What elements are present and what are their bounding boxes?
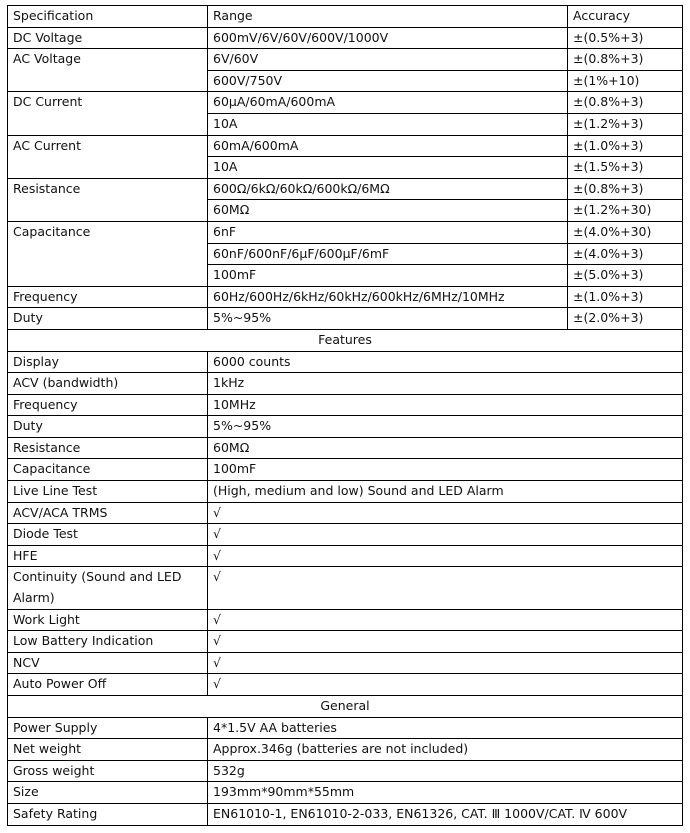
accuracy-cell: ±(1%+10)	[568, 70, 683, 92]
spec-row	[8, 27, 683, 49]
general-row	[8, 739, 683, 761]
spec-row	[8, 221, 683, 243]
spec-table-body	[8, 6, 683, 826]
feature-value-cell: √	[208, 652, 683, 674]
range-cell: 600Ω/6kΩ/60kΩ/600kΩ/6MΩ	[208, 178, 568, 200]
accuracy-cell: ±(0.8%+3)	[568, 178, 683, 200]
general-value-cell: Approx.346g (batteries are not included)	[208, 739, 683, 761]
feature-row	[8, 631, 683, 653]
feature-name-cell: Resistance	[8, 437, 208, 459]
spec-name-cell: AC Voltage	[8, 49, 208, 92]
section-row-general	[8, 696, 683, 718]
header-accuracy: Accuracy	[568, 6, 683, 28]
general-name-cell: Power Supply	[8, 717, 208, 739]
accuracy-cell: ±(1.2%+3)	[568, 113, 683, 135]
feature-row	[8, 394, 683, 416]
accuracy-cell: ±(1.5%+3)	[568, 157, 683, 179]
range-cell: 60MΩ	[208, 200, 568, 222]
general-name-cell: Size	[8, 782, 208, 804]
range-cell: 5%~95%	[208, 308, 568, 330]
feature-name-cell: Duty	[8, 416, 208, 438]
general-value-cell: 532g	[208, 760, 683, 782]
feature-value-cell: √	[208, 674, 683, 696]
feature-value-cell: 60MΩ	[208, 437, 683, 459]
spec-name-cell: Resistance	[8, 178, 208, 221]
feature-value-cell: 1kHz	[208, 373, 683, 395]
general-value-cell: 4*1.5V AA batteries	[208, 717, 683, 739]
feature-name-cell: Live Line Test	[8, 481, 208, 503]
range-cell: 10A	[208, 157, 568, 179]
feature-value-cell: 6000 counts	[208, 351, 683, 373]
accuracy-cell: ±(1.0%+3)	[568, 286, 683, 308]
feature-value-cell: √	[208, 631, 683, 653]
general-value-cell: EN61010-1, EN61010-2-033, EN61326, CAT. Ⅲ 1000V/CAT. Ⅳ 600V	[208, 803, 683, 825]
feature-row	[8, 545, 683, 567]
feature-value-cell: √	[208, 545, 683, 567]
feature-name-cell: Auto Power Off	[8, 674, 208, 696]
section-title-general: General	[8, 696, 683, 718]
accuracy-cell: ±(0.8%+3)	[568, 49, 683, 71]
spec-name-cell: Frequency	[8, 286, 208, 308]
range-cell: 60mA/600mA	[208, 135, 568, 157]
feature-value-cell: 5%~95%	[208, 416, 683, 438]
feature-row	[8, 609, 683, 631]
feature-row	[8, 567, 683, 609]
spec-row	[8, 135, 683, 157]
accuracy-cell: ±(1.0%+3)	[568, 135, 683, 157]
feature-value-cell: (High, medium and low) Sound and LED Alarm	[208, 481, 683, 503]
spec-row	[8, 49, 683, 71]
feature-name-cell: Continuity (Sound and LED Alarm)	[8, 567, 208, 609]
accuracy-cell: ±(4.0%+3)	[568, 243, 683, 265]
general-name-cell: Safety Rating	[8, 803, 208, 825]
accuracy-cell: ±(0.8%+3)	[568, 92, 683, 114]
feature-row	[8, 481, 683, 503]
feature-row	[8, 674, 683, 696]
header-row	[8, 6, 683, 28]
spec-row	[8, 286, 683, 308]
spec-row	[8, 178, 683, 200]
general-row	[8, 782, 683, 804]
feature-row	[8, 437, 683, 459]
general-name-cell: Net weight	[8, 739, 208, 761]
range-cell: 60Hz/600Hz/6kHz/60kHz/600kHz/6MHz/10MHz	[208, 286, 568, 308]
feature-name-cell: ACV (bandwidth)	[8, 373, 208, 395]
spec-name-cell: DC Voltage	[8, 27, 208, 49]
feature-row	[8, 459, 683, 481]
feature-value-cell: √	[208, 567, 683, 609]
header-specification: Specification	[8, 6, 208, 28]
feature-value-cell: √	[208, 524, 683, 546]
feature-value-cell: √	[208, 502, 683, 524]
range-cell: 60μA/60mA/600mA	[208, 92, 568, 114]
feature-value-cell: √	[208, 609, 683, 631]
accuracy-cell: ±(4.0%+30)	[568, 221, 683, 243]
general-name-cell: Gross weight	[8, 760, 208, 782]
spec-name-cell: Duty	[8, 308, 208, 330]
range-cell: 60nF/600nF/6μF/600μF/6mF	[208, 243, 568, 265]
feature-row	[8, 524, 683, 546]
feature-row	[8, 502, 683, 524]
general-value-cell: 193mm*90mm*55mm	[208, 782, 683, 804]
range-cell: 600V/750V	[208, 70, 568, 92]
feature-name-cell: Capacitance	[8, 459, 208, 481]
feature-name-cell: Frequency	[8, 394, 208, 416]
accuracy-cell: ±(5.0%+3)	[568, 265, 683, 287]
range-cell: 6nF	[208, 221, 568, 243]
accuracy-cell: ±(0.5%+3)	[568, 27, 683, 49]
feature-name-cell: NCV	[8, 652, 208, 674]
section-title-features: Features	[8, 329, 683, 351]
feature-name-cell: Diode Test	[8, 524, 208, 546]
spec-row	[8, 92, 683, 114]
range-cell: 6V/60V	[208, 49, 568, 71]
feature-name-cell: Work Light	[8, 609, 208, 631]
range-cell: 10A	[208, 113, 568, 135]
spec-row	[8, 308, 683, 330]
accuracy-cell: ±(1.2%+30)	[568, 200, 683, 222]
feature-row	[8, 416, 683, 438]
feature-row	[8, 373, 683, 395]
spec-name-cell: DC Current	[8, 92, 208, 135]
feature-row	[8, 652, 683, 674]
feature-name-cell: HFE	[8, 545, 208, 567]
spec-name-cell: AC Current	[8, 135, 208, 178]
feature-name-cell: ACV/ACA TRMS	[8, 502, 208, 524]
spec-name-cell: Capacitance	[8, 221, 208, 286]
spec-table	[7, 5, 683, 826]
feature-value-cell: 100mF	[208, 459, 683, 481]
range-cell: 100mF	[208, 265, 568, 287]
general-row	[8, 760, 683, 782]
feature-name-cell: Display	[8, 351, 208, 373]
general-row	[8, 803, 683, 825]
range-cell: 600mV/6V/60V/600V/1000V	[208, 27, 568, 49]
accuracy-cell: ±(2.0%+3)	[568, 308, 683, 330]
feature-row	[8, 351, 683, 373]
header-range: Range	[208, 6, 568, 28]
section-row-features	[8, 329, 683, 351]
feature-name-cell: Low Battery Indication	[8, 631, 208, 653]
general-row	[8, 717, 683, 739]
feature-value-cell: 10MHz	[208, 394, 683, 416]
